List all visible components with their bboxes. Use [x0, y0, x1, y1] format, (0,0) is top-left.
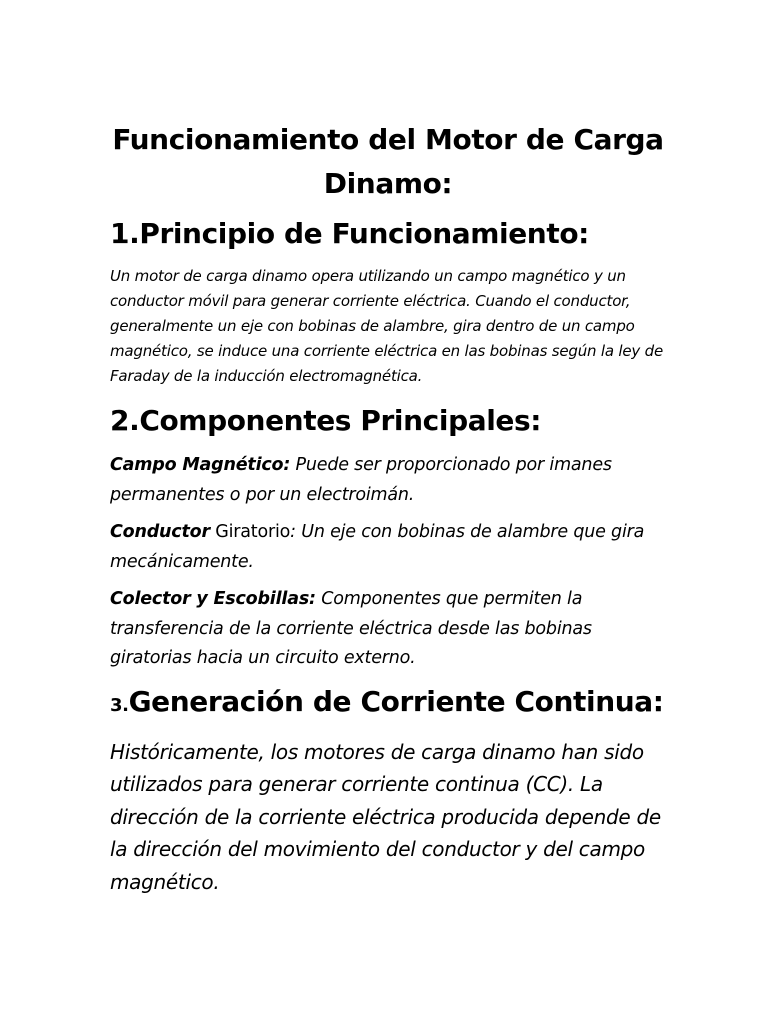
component-item-conductor	[110, 518, 666, 577]
component-description: Componentes que permiten la transferencia de la corriente eléctrica desde las bobinas giratorias hacia un circuito externo.	[110, 589, 592, 668]
section-3-heading-text: Generación de Corriente Continua:	[128, 684, 664, 718]
section-3-paragraph: Históricamente, los motores de carga dinamo han sido utilizados para generar corriente continua (CC). La dirección de la corriente eléctrica producida depende de la dirección del movimiento del conductor y del campo magnético.	[110, 739, 661, 894]
section-1-paragraph: Un motor de carga dinamo opera utilizando un campo magnético y un conductor móvil para generar corriente eléctrica. Cuando el conductor, generalmente un eje con bobinas de alambre, gira dentro de un campo magnético, se induce una corriente eléctrica en las bobinas según la ley de Faraday de la inducción electromagnética.	[110, 267, 664, 385]
component-item-campo-magnetico	[110, 451, 666, 510]
document-title: Funcionamiento del Motor de Carga Dinamo:	[112, 123, 664, 200]
section-3-heading	[110, 682, 666, 726]
section-2-heading: 2.Componentes Principales:	[110, 404, 542, 437]
document-page	[110, 118, 666, 898]
section-1-heading: 1.Principio de Funcionamiento:	[110, 217, 589, 250]
section-3-number: 3.	[110, 694, 129, 716]
component-term: Colector y Escobillas:	[110, 589, 316, 609]
component-item-colector	[110, 585, 666, 674]
component-term: Conductor	[110, 522, 210, 542]
component-term: Campo Magnético:	[110, 455, 291, 475]
component-description: Puede ser proporcionado por imanes permanentes o por un electroimán.	[110, 455, 612, 505]
component-description: : Un eje con bobinas de alambre que gira mecánicamente.	[110, 522, 645, 572]
component-term-suffix: Giratorio	[209, 522, 291, 542]
